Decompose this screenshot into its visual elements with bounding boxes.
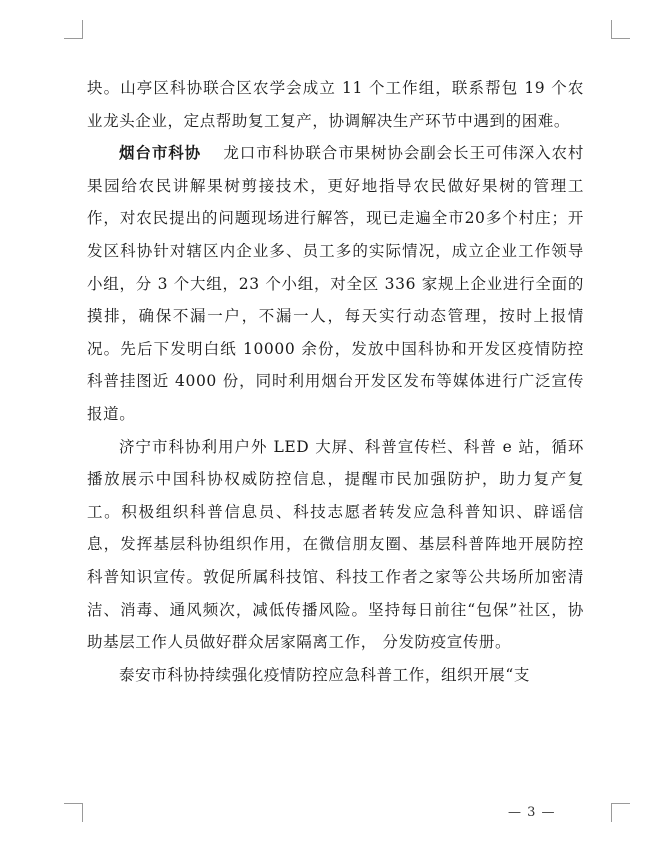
paragraph-text: 块。山亭区科协联合区农学会成立 11 个工作组，联系帮包 19 个农业龙头企业，定点帮助复工复产，协调解决生产环节中遇到的困难。 <box>87 79 584 130</box>
crop-mark-top-right <box>611 20 630 39</box>
paragraph-yantai <box>87 137 584 430</box>
paragraph-jining <box>87 431 584 659</box>
crop-mark-top-left <box>64 20 83 39</box>
paragraph-text: 泰安市科协持续强化疫情防控应急科普工作，组织开展“支 <box>119 665 531 684</box>
paragraph-text: 龙口市科协联合市果树协会副会长王可伟深入农村果园给农民讲解果树剪接技术，更好地指导农民做好果树的管理工作，对农民提出的问题现场进行解答，现已走遍全市20多个村庄；开发区科协针对辖区内企业多、员工多的实际情况，成立企业工作领导小组，分 3 个大组，23 个小组，对全区 336 家规上企业进行全面的摸排，确保不漏一户，不漏一人，每天实行动态管理，按时上报情况。先后下发明白纸 10000 余份，发放中国科协和开发区疫情防控科普挂图近 4000 份，同时利用烟台开发区发布等媒体进行广泛宣传报道。 <box>87 144 584 423</box>
paragraph-taian <box>87 659 584 692</box>
page-number: — 3 — <box>508 805 556 820</box>
paragraph-lead: 烟台市科协 <box>119 143 202 163</box>
crop-mark-bottom-right <box>611 803 630 822</box>
paragraph-continuation <box>87 72 584 137</box>
document-body <box>87 72 584 691</box>
paragraph-text: 济宁市科协利用户外 LED 大屏、科普宣传栏、科普 e 站，循环播放展示中国科协权威防控信息，提醒市民加强防护，助力复产复工。积极组织科普信息员、科技志愿者转发应急科普知识、辟谣信息，发挥基层科协组织作用，在微信朋友圈、基层科普阵地开展防控科普知识宣传。敦促所属科技馆、科技工作者之家等公共场所加密清洁、消毒、通风频次，减低传播风险。坚持每日前往“包保”社区，协助基层工作人员做好群众居家隔离工作， 分发防疫宣传册。 <box>87 437 584 652</box>
crop-mark-bottom-left <box>64 803 83 822</box>
